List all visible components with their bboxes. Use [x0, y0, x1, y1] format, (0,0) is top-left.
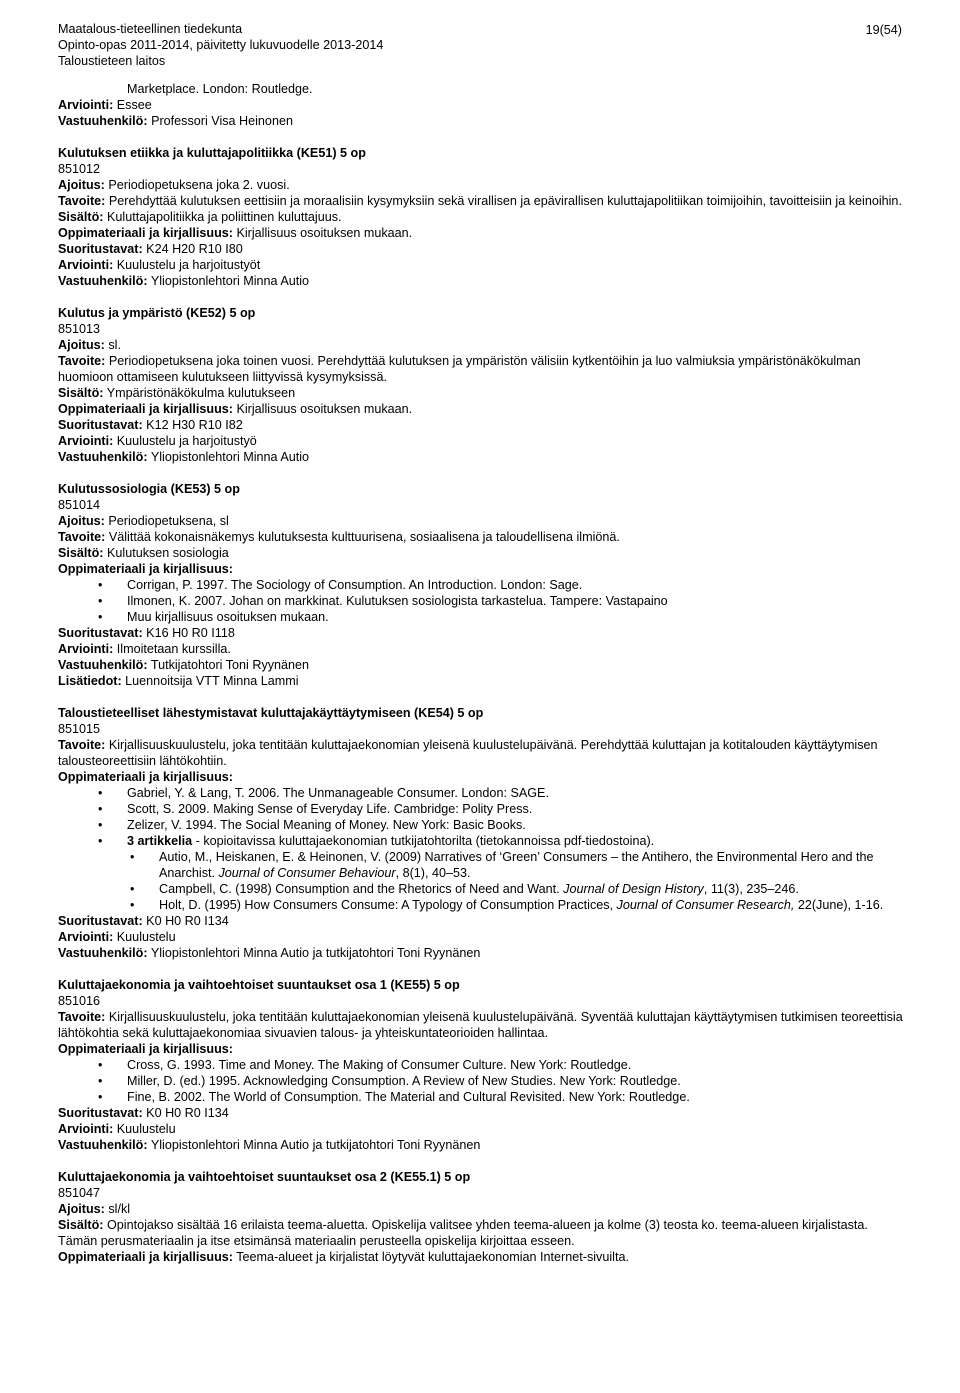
oppimateriaali: Oppimateriaali ja kirjallisuus: Kirjallisuus osoituksen mukaan. [58, 402, 413, 416]
article-item: • Campbell, C. (1998) Consumption and the Rhetorics of Need and Want. Journal of Design History, 11(3), 235–246. [58, 881, 908, 897]
sisalto: Sisältö: Kulutuksen sosiologia [58, 546, 229, 560]
ajoitus: Ajoitus: Periodiopetuksena joka 2. vuosi. [58, 178, 290, 192]
course-title: Kuluttajaekonomia ja vaihtoehtoiset suuntaukset osa 1 (KE55) 5 op [58, 978, 460, 992]
department-name: Taloustieteen laitos [58, 54, 166, 68]
sisalto: Sisältö: Opintojakso sisältää 16 erilaista teema-aluetta. Opiskelija valitsee yhden teema-alueen ja kolme (3) teosta ko. teema-alueen kirjalistasta. Tämän perusmateriaalin ja itse etsimänsä materiaalin perusteella opiskelija kirjoittaa esseen. [58, 1218, 868, 1248]
tavoite: Tavoite: Periodiopetuksena joka toinen vuosi. Perehdyttää kulutuksen ja ympäristön välisiin kytkentöihin ja luo valmiuksia ympäristönäkökulman huomioon ottamiseen kulutukseen liittyvissä kysymyksissä. [58, 354, 861, 384]
course-ke53 [58, 481, 908, 689]
course-code: 851013 [58, 322, 101, 336]
vastuuhenkilo: Vastuuhenkilö: Yliopistonlehtori Minna Autio [58, 274, 310, 288]
course-title: Kulutuksen etiikka ja kuluttajapolitiikka (KE51) 5 op [58, 146, 366, 160]
course-title: Kulutus ja ympäristö (KE52) 5 op [58, 306, 256, 320]
course-code: 851015 [58, 722, 101, 736]
prev-arviointi: Arviointi: Essee [58, 98, 152, 112]
list-item: • Fine, B. 2002. The World of Consumption. The Material and Cultural Revisited. New York: Routledge. [58, 1089, 908, 1105]
tavoite: Tavoite: Perehdyttää kulutuksen eettisiin ja moraalisiin kysymyksiin sekä virallisen ja epävirallisen kuluttajapolitiikan toimijoihin, tavoitteisiin ja keinoihin. [58, 194, 902, 208]
course-ke51 [58, 145, 908, 289]
course-code: 851014 [58, 498, 101, 512]
vastuuhenkilo: Vastuuhenkilö: Yliopistonlehtori Minna Autio [58, 450, 310, 464]
arviointi: Arviointi: Kuulustelu ja harjoitustyö [58, 434, 257, 448]
course-code: 851047 [58, 1186, 101, 1200]
list-item: • Miller, D. (ed.) 1995. Acknowledging Consumption. A Review of New Studies. New York: Routledge. [58, 1073, 908, 1089]
suoritustavat: Suoritustavat: K12 H30 R10 I82 [58, 418, 243, 432]
arviointi: Arviointi: Ilmoitetaan kurssilla. [58, 642, 231, 656]
arviointi: Arviointi: Kuulustelu [58, 1122, 176, 1136]
ajoitus: Ajoitus: sl. [58, 338, 121, 352]
oppimateriaali: Oppimateriaali ja kirjallisuus: [58, 770, 233, 784]
oppimateriaali: Oppimateriaali ja kirjallisuus: Kirjallisuus osoituksen mukaan. [58, 226, 413, 240]
course-title: Kuluttajaekonomia ja vaihtoehtoiset suuntaukset osa 2 (KE55.1) 5 op [58, 1170, 471, 1184]
suoritustavat: Suoritustavat: K0 H0 R0 I134 [58, 914, 229, 928]
list-item: • Cross, G. 1993. Time and Money. The Making of Consumer Culture. New York: Routledge. [58, 1057, 908, 1073]
article-item: • Autio, M., Heiskanen, E. & Heinonen, V. (2009) Narratives of ‘Green’ Consumers – the Antihero, the Environmental Hero and the Anarchist. Journal of Consumer Behaviour, 8(1), 40–53. [58, 849, 908, 881]
tavoite: Tavoite: Kirjallisuuskuulustelu, joka tentitään kuluttajaekonomian yleisenä kuulustelupäivänä. Syventää kuluttajan käyttäytymisen tutkimisen teoreettisia lähtökohtia sekä kuluttajaekonomiaa sivuavien talous- ja yhteiskuntateorioiden hallintaa. [58, 1010, 903, 1040]
course-code: 851016 [58, 994, 101, 1008]
tavoite: Tavoite: Kirjallisuuskuulustelu, joka tentitään kuluttajaekonomian yleisenä kuulustelupäivänä. Perehdyttää kuluttajan ja kotitalouden käyttäytymisen talousteoreettisiin lähtökohtiin. [58, 738, 878, 768]
tavoite: Tavoite: Välittää kokonaisnäkemys kulutuksesta kulttuurisena, sosiaalisena ja taloudellisena ilmiönä. [58, 530, 620, 544]
course-code: 851012 [58, 162, 101, 176]
list-item: • Zelizer, V. 1994. The Social Meaning of Money. New York: Basic Books. [58, 817, 908, 833]
vastuuhenkilo: Vastuuhenkilö: Yliopistonlehtori Minna Autio ja tutkijatohtori Toni Ryynänen [58, 946, 481, 960]
course-ke54 [58, 705, 908, 961]
list-item: • Ilmonen, K. 2007. Johan on markkinat. Kulutuksen sosiologista tarkastelua. Tampere: Vastapaino [58, 593, 908, 609]
prev-vastuuhenkilo: Vastuuhenkilö: Professori Visa Heinonen [58, 114, 293, 128]
list-item-articles: • 3 artikkelia - kopioitavissa kuluttajaekonomian tutkijatohtorilta (tietokannoissa pdf-tiedostoina). [58, 833, 908, 849]
guide-title: Opinto-opas 2011-2014, päivitetty lukuvuodelle 2013-2014 [58, 38, 384, 52]
suoritustavat: Suoritustavat: K24 H20 R10 I80 [58, 242, 243, 256]
list-item: • Gabriel, Y. & Lang, T. 2006. The Unmanageable Consumer. London: SAGE. [58, 785, 908, 801]
arviointi: Arviointi: Kuulustelu ja harjoitustyöt [58, 258, 261, 272]
list-item: • Scott, S. 2009. Making Sense of Everyday Life. Cambridge: Polity Press. [58, 801, 908, 817]
ajoitus: Ajoitus: sl/kl [58, 1202, 131, 1216]
suoritustavat: Suoritustavat: K16 H0 R0 I118 [58, 626, 235, 640]
arviointi: Arviointi: Kuulustelu [58, 930, 176, 944]
document-body [58, 81, 908, 1265]
lisatiedot: Lisätiedot: Luennoitsija VTT Minna Lammi [58, 674, 299, 688]
oppimateriaali: Oppimateriaali ja kirjallisuus: Teema-alueet ja kirjalistat löytyvät kuluttajaekonomian Internet-sivuilta. [58, 1250, 629, 1264]
course-ke52 [58, 305, 908, 465]
literature-list [58, 785, 908, 913]
literature-list [58, 1057, 908, 1105]
prev-literature-cont: Marketplace. London: Routledge. [127, 82, 313, 96]
vastuuhenkilo: Vastuuhenkilö: Tutkijatohtori Toni Ryynänen [58, 658, 310, 672]
course-title: Kulutussosiologia (KE53) 5 op [58, 482, 240, 496]
course-ke55 [58, 977, 908, 1153]
sisalto: Sisältö: Ympäristönäkökulma kulutukseen [58, 386, 296, 400]
course-ke55-1 [58, 1169, 908, 1265]
faculty-name: Maatalous-tieteellinen tiedekunta [58, 22, 243, 36]
literature-list [58, 577, 908, 625]
page-number: 19(54) [865, 23, 902, 37]
oppimateriaali: Oppimateriaali ja kirjallisuus: [58, 562, 233, 576]
suoritustavat: Suoritustavat: K0 H0 R0 I134 [58, 1106, 229, 1120]
list-item: • Corrigan, P. 1997. The Sociology of Consumption. An Introduction. London: Sage. [58, 577, 908, 593]
sisalto: Sisältö: Kuluttajapolitiikka ja poliittinen kuluttajuus. [58, 210, 342, 224]
oppimateriaali: Oppimateriaali ja kirjallisuus: [58, 1042, 233, 1056]
vastuuhenkilo: Vastuuhenkilö: Yliopistonlehtori Minna Autio ja tutkijatohtori Toni Ryynänen [58, 1138, 481, 1152]
ajoitus: Ajoitus: Periodiopetuksena, sl [58, 514, 229, 528]
course-title: Taloustieteelliset lähestymistavat kuluttajakäyttäytymiseen (KE54) 5 op [58, 706, 484, 720]
list-item: • Muu kirjallisuus osoituksen mukaan. [58, 609, 908, 625]
article-item: • Holt, D. (1995) How Consumers Consume: A Typology of Consumption Practices, Journal of Consumer Research, 22(June), 1-16. [58, 897, 908, 913]
page-header [58, 21, 908, 69]
